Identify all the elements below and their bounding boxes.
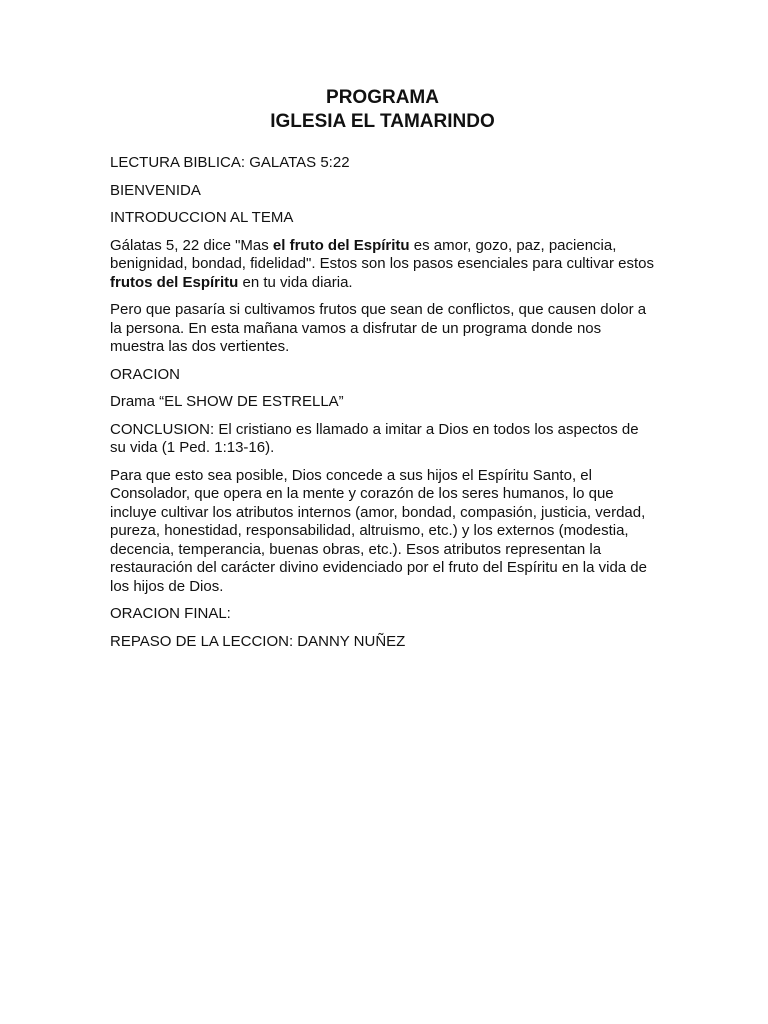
document-page [110, 86, 655, 660]
bienvenida-line: BIENVENIDA [110, 181, 201, 199]
intro-text-3: en tu vida diaria. [238, 273, 353, 291]
document-subtitle: IGLESIA EL TAMARINDO [270, 111, 495, 132]
oracion-final-line: ORACION FINAL: [110, 605, 231, 622]
document-title: PROGRAMA [326, 87, 439, 108]
intro-bold-1: el fruto del Espíritu [272, 236, 410, 254]
drama-line: Drama “EL SHOW DE ESTRELLA” [110, 393, 344, 410]
paragraph-espiritu: Para que esto sea posible, Dios concede a sus hijos el Espíritu Santo, el Consolador, que opera en la mente y corazón de los seres humanos, lo que incluye cultivar los atributos internos (amor, bondad, compasión, justicia, verdad, pureza, honestidad, responsabilidad, altruismo, etc.) y los externos (modestia, decencia, temperancia, buenas obras, etc.). Esos atributos representan la restauración del carácter divino evidenciado por el fruto del Espíritu en la vida de los hijos de Dios. [110, 466, 647, 595]
oracion-line: ORACION [110, 365, 181, 383]
paragraph-vertientes: Pero que pasaría si cultivamos frutos que sean de conflictos, que causen dolor a la persona. En esta mañana vamos a disfrutar de un programa donde nos muestra las dos vertientes. [110, 301, 647, 355]
repaso-line: REPASO DE LA LECCION: DANNY NUÑEZ [110, 632, 406, 650]
intro-bold-2: frutos del Espíritu [110, 273, 239, 291]
intro-paragraph [110, 237, 655, 293]
intro-text-1: Gálatas 5, 22 dice "Mas [110, 236, 273, 254]
title-block [110, 86, 655, 134]
lectura-line: LECTURA BIBLICA: GALATAS 5:22 [110, 154, 350, 171]
introduccion-line: INTRODUCCION AL TEMA [110, 209, 294, 226]
intro-text-2: es amor, gozo, paz, paciencia, benignidad, bondad, fidelidad". Estos son los pasos esenciales para cultivar estos [110, 236, 654, 272]
conclusion-paragraph: CONCLUSION: El cristiano es llamado a imitar a Dios en todos los aspectos de su vida (1 Ped. 1:13-16). [110, 420, 639, 456]
